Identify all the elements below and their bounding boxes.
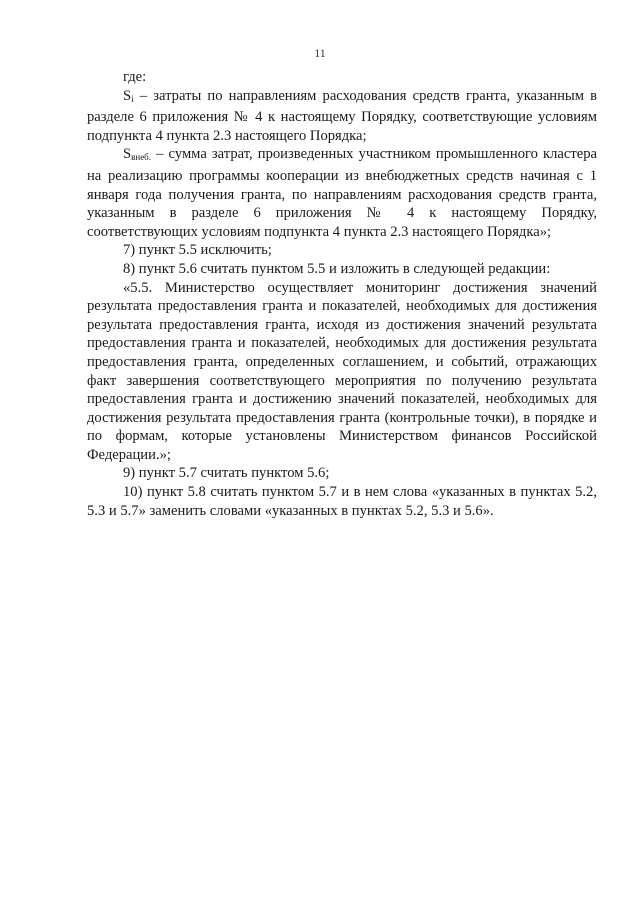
document-body [87,68,597,520]
si-subscript: i [131,93,134,104]
paragraph-svneb-definition [87,145,597,241]
paragraph-item-9: 9) пункт 5.7 считать пунктом 5.6; [123,465,330,482]
si-definition-text: – затраты по направлениям расходования средств гранта, указанным в разделе 6 приложения № 4 к настоящему Порядку, соответствующие условиям подпункта 4 пункта 2.3 настоящего Порядка; [87,87,597,144]
svneb-subscript: внеб. [131,152,152,163]
svneb-definition-text: – сумма затрат, произведенных участником промышленного кластера на реализацию программы кооперации из внебюджетных средств начиная с 1 января года получения гранта, по направлениям расходования средств гранта, указанным в разделе 6 приложения № 4 к настоящему Порядку, соответствующих условиям подпункта 4 пункта 2.3 настоящего Порядка»; [87,146,597,240]
paragraph-item-7: 7) пункт 5.5 исключить; [123,242,272,259]
page-number: 11 [314,46,326,60]
si-symbol: S [123,87,132,104]
paragraph-quote-5-5: «5.5. Министерство осуществляет мониторинг достижения значений результата предоставления гранта и показателей, необходимых для достижения результата предоставления гранта, исходя из достижения значений результата предоставления гранта и показателей, необходимых для достижения результата предоставления гранта, определенных соглашением, и событий, отражающих факт завершения соответствующего мероприятия по получению результата предоставления гранта и достижению значений показателей, необходимых для достижения результата предоставления гранта (контрольные точки), в порядке и по формам, которые установлены Министерством финансов Российской Федерации.»; [87,279,597,463]
paragraph-si-definition [87,87,597,146]
paragraph-item-10: 10) пункт 5.8 считать пунктом 5.7 и в нем слова «указанных в пунктах 5.2, 5.3 и 5.7» заменить словами «указанных в пунктах 5.2, 5.3 и 5.6». [87,484,597,519]
svneb-symbol: S [123,146,132,163]
paragraph-item-8: 8) пункт 5.6 считать пунктом 5.5 и изложить в следующей редакции: [123,260,551,277]
paragraph-where: где: [123,69,147,85]
